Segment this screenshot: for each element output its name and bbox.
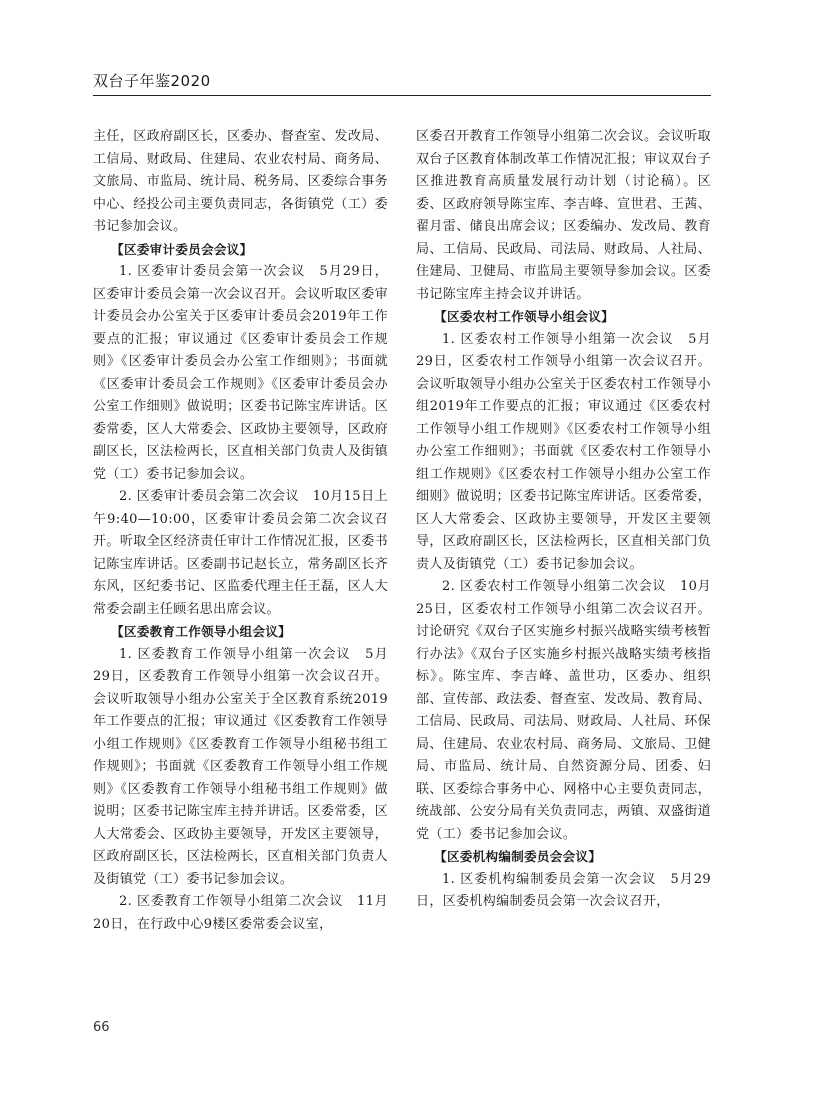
- section-heading: 【区委教育工作领导小组会议】: [111, 624, 292, 639]
- right-text-column: [416, 126, 711, 914]
- paragraph: 2. 区委农村工作领导小组第二次会议 10月25日，区委农村工作领导小组第二次会议召开。讨论研究《双台子区实施乡村振兴战略实绩考核暂行办法》《双台子区实施乡村振兴战略实绩考核指标》。陈宝库、李吉峰、盖世功，区委办、组织部、宣传部、政法委、督查室、发改局、教育局、工信局、民政局、司法局、财政局、人社局、环保局、住建局、农业农村局、商务局、文旅局、卫健局、市监局、统计局、自然资源分局、团委、妇联、区委综合事务中心、网格中心主要负责同志，统战部、公安分局有关负责同志，两镇、双盛街道党（工）委书记参加会议。: [416, 579, 711, 842]
- paragraph: 1. 区委机构编制委员会第一次会议 5月29日，区委机构编制委员会第一次会议召开，: [416, 871, 711, 909]
- running-header-title: 双台子年鉴2020: [93, 72, 211, 90]
- section-heading: 【区委审计委员会会议】: [111, 241, 253, 257]
- paragraph: 1. 区委教育工作领导小组第一次会议 5月29日，区委教育工作领导小组第一次会议召开。会议听取领导小组办公室关于全区教育系统2019年工作要点的汇报；审议通过《区委教育工作领导小组工作规则》《区委教育工作领导小组秘书组工作规则》；书面就《区委教育工作领导小组工作规则》《区委教育工作领导小组秘书组工作规则》做说明；区委书记陈宝库主持并讲话。区委常委，区人大常委会、区政协主要领导，开发区主要领导，区政府副区长，区法检两长，区直相关部门负责人及街镇党（工）委书记参加会议。: [93, 646, 388, 887]
- paragraph-continuation: 区委召开教育工作领导小组第二次会议。会议听取双台子区教育体制改革工作情况汇报；审议双台子区推进教育高质量发展行动计划（讨论稿）。区委、区政府领导陈宝库、李吉峰、宣世君、王茜、翟月雷、储良出席会议；区委编办、发改局、教育局、工信局、民政局、司法局、财政局、人社局、住建局、卫健局、市监局主要领导参加会议。区委书记陈宝库主持会议并讲话。: [416, 129, 711, 302]
- section-heading: 【区委农村工作领导小组会议】: [434, 309, 615, 324]
- left-text-column: [93, 126, 388, 936]
- paragraph: 2. 区委审计委员会第二次会议 10月15日上午9:40—10:00，区委审计委员会第二次会议召开。听取全区经济责任审计工作情况汇报，区委书记陈宝库讲话。区委副书记赵长立，常务副区长齐东风，区纪委书记、区监委代理主任王磊，区人大常委会副主任顾名思出席会议。: [93, 489, 388, 617]
- paragraph-continuation: 主任，区政府副区长，区委办、督查室、发改局、工信局、财政局、住建局、农业农村局、商务局、文旅局、市监局、统计局、税务局、区委综合事务中心、经投公司主要负责同志，各街镇党（工）委书记参加会议。: [93, 129, 388, 234]
- section-heading: 【区委机构编制委员会会议】: [434, 849, 602, 864]
- paragraph: 1. 区委审计委员会第一次会议 5月29日，区委审计委员会第一次会议召开。会议听取区委审计委员会办公室关于区委审计委员会2019年工作要点的汇报；审议通过《区委审计委员会工作规则》《区委审计委员会办公室工作细则》；书面就《区委审计委员会工作规则》《区委审计委员会办公室工作细则》做说明；区委书记陈宝库讲话。区委常委，区人大常委会、区政协主要领导，区政府副区长，区法检两长，区直相关部门负责人及街镇党（工）委书记参加会议。: [93, 264, 388, 482]
- paragraph: 1. 区委农村工作领导小组第一次会议 5月29日，区委农村工作领导小组第一次会议召开。会议听取领导小组办公室关于区委农村工作领导小组2019年工作要点的汇报；审议通过《区委农村工作领导小组工作规则》《区委农村工作领导小组办公室工作细则》；书面就《区委农村工作领导小组工作规则》《区委农村工作领导小组办公室工作细则》做说明；区委书记陈宝库讲话。区委常委，区人大常委会、区政协主要领导，开发区主要领导，区政府副区长，区法检两长，区直相关部门负责人及街镇党（工）委书记参加会议。: [416, 331, 711, 572]
- page-number: 66: [93, 1020, 110, 1035]
- paragraph: 2. 区委教育工作领导小组第二次会议 11月20日，在行政中心9楼区委常委会议室，: [93, 894, 388, 932]
- header-divider: [93, 95, 711, 96]
